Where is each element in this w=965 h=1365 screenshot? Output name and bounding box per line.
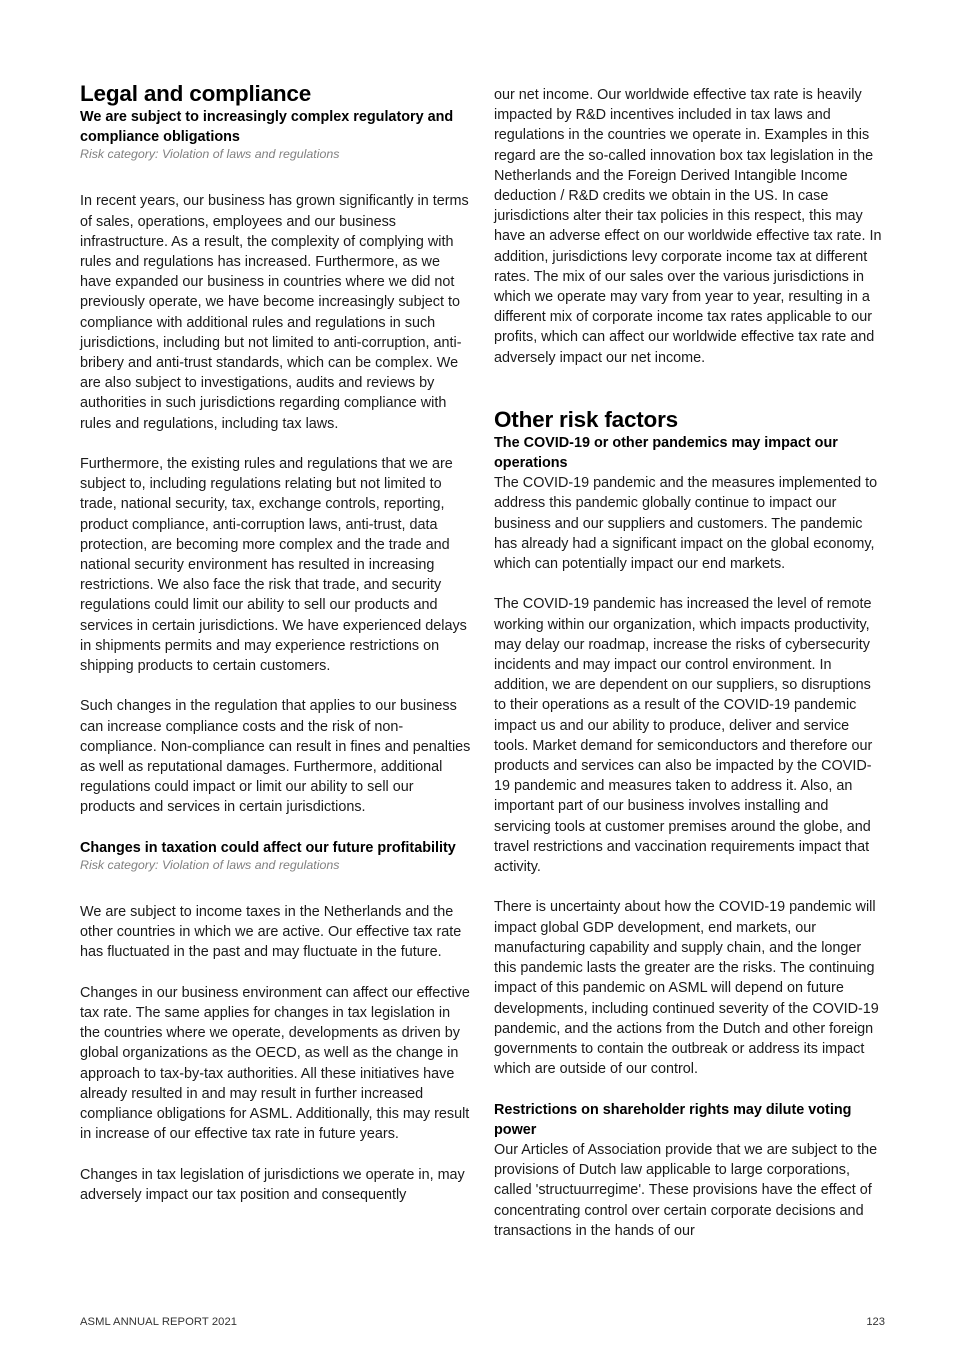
- paragraph: We are subject to income taxes in the Netherlands and the other countries in which we are active. Our effective tax rate has fluctuated in the past and may fluctuate in the future.: [80, 904, 462, 961]
- footer-report-name: ASML ANNUAL REPORT 2021: [80, 1316, 238, 1328]
- paragraph: The COVID-19 pandemic and the measures implemented to address this pandemic globally continue to impact our business and our suppliers and customers. The pandemic has already had a significant impact on the global economy, which can potentially impact our end markets.: [494, 475, 878, 573]
- page-number: 123: [866, 1316, 885, 1328]
- paragraph-continuation: our net income. Our worldwide effective tax rate is heavily impacted by R&D incentives included in tax laws and regulations in the countries we operate in. Examples in this regard are the so-called innovation box tax legislation in the Netherlands and the Foreign Derived Intangible Income deduction / R&D credits we obtain in the US. In case jurisdictions alter their tax policies in this respect, this may have an adverse effect on our worldwide effective tax rate. In addition, jurisdictions levy corporate income tax at different rates. The mix of our sales over the various jurisdictions in which we operate may vary from year to year, resulting in a different mix of corporate income tax rates applicable to our profits, which can affect our worldwide effective tax rate and adversely impact our net income.: [494, 87, 882, 366]
- section-title-other-risk-factors: Other risk factors: [494, 406, 678, 432]
- section-title-legal-compliance: Legal and compliance: [80, 81, 312, 106]
- risk-title-covid: The COVID-19 or other pandemics may impact our operations: [494, 434, 838, 472]
- paragraph: Changes in our business environment can affect our effective tax rate. The same applies for changes in tax legislation in the countries where we operate, developments as driven by global organizations as the OECD, as well as the change in approach to tax-by-tax authorities. All these initiatives have already resulted in and may result in further increased compliance obligations for ASML. Additionally, this may result in increase of our effective tax rate in future years.: [80, 984, 470, 1143]
- paragraph: Our Articles of Association provide that we are subject to the provisions of Dutch law applicable to large corporations, called 'structuurregime'. These provisions have the effect of concentrating control over certain corporate decisions and transactions in the hands of our: [494, 1141, 878, 1239]
- paragraph: Changes in tax legislation of jurisdictions we operate in, may adversely impact our tax position and consequently: [80, 1166, 465, 1203]
- paragraph: Furthermore, the existing rules and regulations that we are subject to, including regulations relating but not limited to trade, national security, tax, exchange controls, reporting, product compliance, anti-corruption laws, anti-trust, data protection, are becoming more complex and the trade and national security environment has resulted in increasing restrictions. We also face the risk that trade, and security regulations could limit our ability to sell our products and services in certain jurisdictions. We have experienced delays in shipments permits and may experience restrictions on shipping products to certain customers.: [80, 456, 467, 675]
- risk-title-taxation: Changes in taxation could affect our future profitability: [80, 839, 456, 856]
- paragraph: The COVID-19 pandemic has increased the level of remote working within our organization, which impacts productivity, may delay our roadmap, increase the risks of cybersecurity incidents and may impact our control environment. In addition, we are dependent on our suppliers, so disruptions to their operations as a result of the COVID-19 pandemic impact us and our ability to produce, deliver and service tools. Market demand for semiconductors and therefore our products and services can also be impacted by the COVID-19 pandemic and measures taken to address it. Also, an important part of our business involves installing and servicing tools at customer premises around the globe, and travel restrictions and vaccination requirements impact that activity.: [494, 596, 873, 876]
- paragraph: In recent years, our business has grown significantly in terms of sales, operations, employees and our business infrastructure. As a result, the complexity of complying with rules and regulations has increased. Furthermore, as we have expanded our business in countries where we did not previously operate, we have become increasingly subject to compliance with additional rules and regulations in such jurisdictions, including but not limited to anti-corruption, anti-bribery and anti-trust standards, which can be complex. We are also subject to investigations, audits and reviews by authorities in such jurisdictions regarding compliance with rules and regulations, including tax laws.: [80, 193, 469, 432]
- paragraph: There is uncertainty about how the COVID-19 pandemic will impact global GDP development, end markets, our manufacturing capability and supply chain, and the longer this pandemic lasts the greater are the risks. The continuing impact of this pandemic on ASML will depend on future developments, including continued severity of the COVID-19 pandemic, and the actions from the Dutch and other foreign governments to contain the outbreak or address its impact which are outside of our control.: [494, 899, 879, 1078]
- risk-category: Risk category: Violation of laws and regulations: [80, 147, 340, 162]
- risk-title-shareholder-rights: Restrictions on shareholder rights may dilute voting power: [494, 1101, 852, 1138]
- paragraph: Such changes in the regulation that applies to our business can increase compliance costs and the risk of non-compliance. Non-compliance can result in fines and penalties as well as reputational damages. Furthermore, additional regulations could impact or limit our ability to sell our products and services in certain jurisdictions.: [80, 698, 471, 816]
- risk-title-regulatory: We are subject to increasingly complex regulatory and compliance obligations: [80, 109, 454, 146]
- left-column: [80, 80, 472, 1205]
- risk-category: Risk category: Violation of laws and regulations: [80, 858, 340, 873]
- right-column: [494, 85, 886, 1241]
